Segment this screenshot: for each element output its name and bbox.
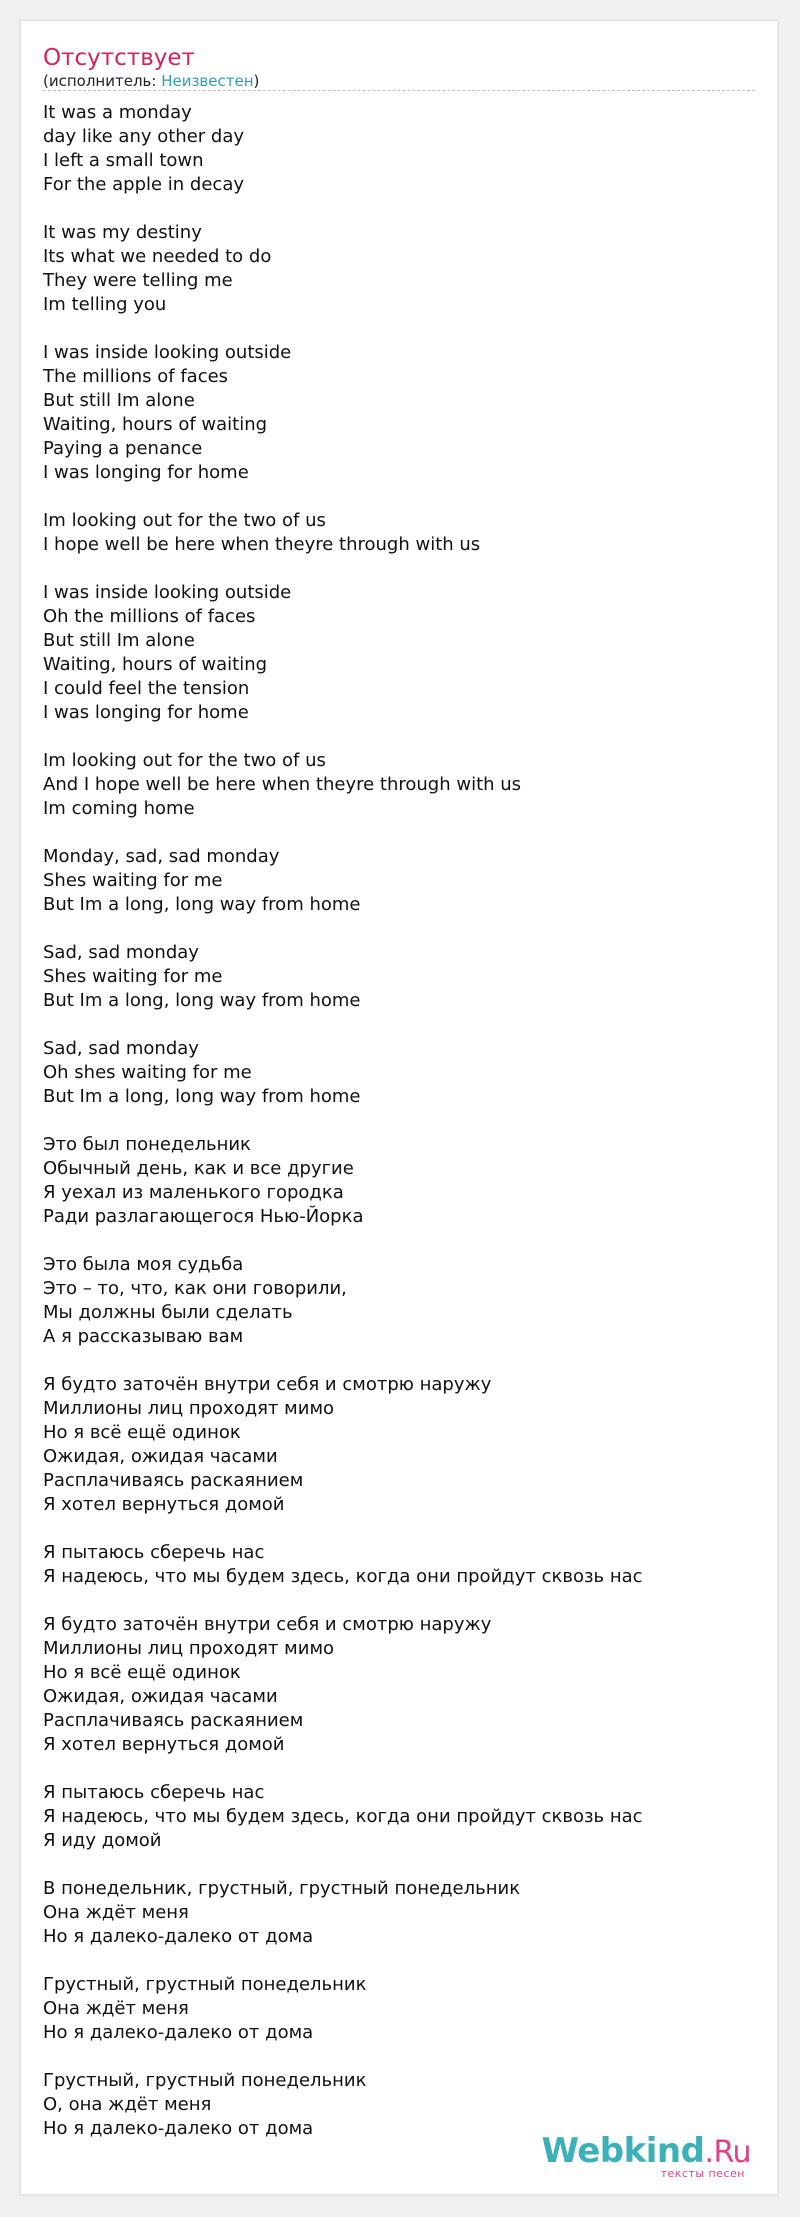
lyrics-line: It was my destiny xyxy=(43,222,202,243)
lyrics-line: Мы должны были сделать xyxy=(43,1302,293,1323)
artist-prefix: (исполнитель: xyxy=(43,72,162,90)
lyrics-line: Sad, sad monday xyxy=(43,1038,199,1059)
lyrics-line: Она ждёт меня xyxy=(43,1998,189,2019)
lyrics-line: Its what we needed to do xyxy=(43,246,272,267)
lyrics-line: Shes waiting for me xyxy=(43,966,223,987)
lyrics-line: But still Im alone xyxy=(43,630,195,651)
lyrics-line: But Im a long, long way from home xyxy=(43,894,361,915)
lyrics-stanza xyxy=(43,1373,743,1517)
lyrics-line: But Im a long, long way from home xyxy=(43,1086,361,1107)
lyrics-line: day like any other day xyxy=(43,126,245,147)
title-divider xyxy=(43,90,755,91)
lyrics-line: Ради разлагающегося Нью-Йорка xyxy=(43,1206,364,1227)
lyrics-line: Ожидая, ожидая часами xyxy=(43,1686,278,1707)
lyrics-stanza xyxy=(43,1253,743,1349)
lyrics-stanza xyxy=(43,845,743,917)
lyrics-line: I was inside looking outside xyxy=(43,342,292,363)
lyrics-line: I was inside looking outside xyxy=(43,582,292,603)
artist-link[interactable]: Неизвестен xyxy=(161,72,254,90)
lyrics-line: Waiting, hours of waiting xyxy=(43,414,268,435)
lyrics-line: I was longing for home xyxy=(43,702,249,723)
song-title: Отсутствует xyxy=(43,45,195,71)
lyrics-line: Это была моя судьба xyxy=(43,1254,244,1275)
lyrics-stanza xyxy=(43,341,743,485)
lyrics-line: Но я всё ещё одинок xyxy=(43,1662,241,1683)
lyrics-line: Im coming home xyxy=(43,798,195,819)
lyrics-line: But still Im alone xyxy=(43,390,195,411)
lyrics-line: And I hope well be here when theyre through with us xyxy=(43,774,522,795)
lyrics-line: Расплачиваясь раскаянием xyxy=(43,1470,304,1491)
lyrics-line: В понедельник, грустный, грустный понедельник xyxy=(43,1878,521,1899)
lyrics-stanza xyxy=(43,101,743,197)
logo-tagline: тексты песен xyxy=(660,2167,745,2180)
lyrics-line: Sad, sad monday xyxy=(43,942,199,963)
lyrics-line: I left a small town xyxy=(43,150,204,171)
lyrics-stanza xyxy=(43,509,743,557)
lyrics-line: Im looking out for the two of us xyxy=(43,750,326,771)
lyrics-line: Я будто заточён внутри себя и смотрю наружу xyxy=(43,1614,492,1635)
lyrics-stanza xyxy=(43,221,743,317)
lyrics-line: Waiting, hours of waiting xyxy=(43,654,268,675)
lyrics-line: I could feel the tension xyxy=(43,678,250,699)
lyrics-line: Я иду домой xyxy=(43,1830,162,1851)
lyrics-line: Обычный день, как и все другие xyxy=(43,1158,354,1179)
lyrics-line: Shes waiting for me xyxy=(43,870,223,891)
logo-main-text: Webkind xyxy=(541,2131,705,2171)
lyrics-line: Но я далеко-далеко от дома xyxy=(43,1926,314,1947)
lyrics-line: Я надеюсь, что мы будем здесь, когда они пройдут сквозь нас xyxy=(43,1566,643,1587)
lyrics-line: Oh the millions of faces xyxy=(43,606,256,627)
lyrics-line: It was a monday xyxy=(43,102,192,123)
lyrics-line: Расплачиваясь раскаянием xyxy=(43,1710,304,1731)
lyrics-line: But Im a long, long way from home xyxy=(43,990,361,1011)
lyrics-line: I was longing for home xyxy=(43,462,249,483)
lyrics-line: Я пытаюсь сберечь нас xyxy=(43,1542,265,1563)
lyrics-line: For the apple in decay xyxy=(43,174,244,195)
site-logo[interactable] xyxy=(541,2132,751,2180)
lyrics-line: Im looking out for the two of us xyxy=(43,510,326,531)
lyrics-line: Oh shes waiting for me xyxy=(43,1062,252,1083)
lyrics-line: Грустный, грустный понедельник xyxy=(43,2070,367,2091)
lyrics-line: Ожидая, ожидая часами xyxy=(43,1446,278,1467)
lyrics-line: Я надеюсь, что мы будем здесь, когда они пройдут сквозь нас xyxy=(43,1806,643,1827)
lyrics-stanza xyxy=(43,1037,743,1109)
lyrics-line: Paying a penance xyxy=(43,438,203,459)
lyrics-stanza xyxy=(43,1541,743,1589)
lyrics-line: О, она ждёт меня xyxy=(43,2094,212,2115)
lyrics-line: I hope well be here when theyre through with us xyxy=(43,534,481,555)
lyrics-line: Monday, sad, sad monday xyxy=(43,846,280,867)
lyrics-line: Это – то, что, как они говорили, xyxy=(43,1278,347,1299)
lyrics-stanza xyxy=(43,581,743,725)
lyrics-line: Я будто заточён внутри себя и смотрю наружу xyxy=(43,1374,492,1395)
lyrics-stanza xyxy=(43,941,743,1013)
artist-line xyxy=(43,71,259,91)
lyrics-stanza xyxy=(43,1133,743,1229)
lyrics-card xyxy=(20,20,778,2195)
lyrics-stanza xyxy=(43,1613,743,1757)
lyrics-line: Но я далеко-далеко от дома xyxy=(43,2022,314,2043)
lyrics-line: The millions of faces xyxy=(43,366,229,387)
lyrics-line: Грустный, грустный понедельник xyxy=(43,1974,367,1995)
lyrics-stanza xyxy=(43,1781,743,1853)
logo-wordmark xyxy=(541,2132,751,2172)
lyrics-line: Но я всё ещё одинок xyxy=(43,1422,241,1443)
lyrics-stanza xyxy=(43,1973,743,2045)
lyrics-line: Я хотел вернуться домой xyxy=(43,1734,285,1755)
lyrics-line: Im telling you xyxy=(43,294,167,315)
logo-tld: .Ru xyxy=(704,2135,751,2170)
lyrics-line: А я рассказываю вам xyxy=(43,1326,244,1347)
lyrics-body xyxy=(43,101,743,2165)
lyrics-line: Я уехал из маленького городка xyxy=(43,1182,344,1203)
lyrics-line: Миллионы лиц проходят мимо xyxy=(43,1638,335,1659)
lyrics-line: Я пытаюсь сберечь нас xyxy=(43,1782,265,1803)
lyrics-line: Миллионы лиц проходят мимо xyxy=(43,1398,335,1419)
lyrics-line: Но я далеко-далеко от дома xyxy=(43,2118,314,2139)
lyrics-line: Она ждёт меня xyxy=(43,1902,189,1923)
lyrics-stanza xyxy=(43,1877,743,1949)
lyrics-line: They were telling me xyxy=(43,270,233,291)
lyrics-line: Я хотел вернуться домой xyxy=(43,1494,285,1515)
lyrics-stanza xyxy=(43,749,743,821)
artist-suffix: ) xyxy=(253,72,260,90)
lyrics-line: Это был понедельник xyxy=(43,1134,251,1155)
